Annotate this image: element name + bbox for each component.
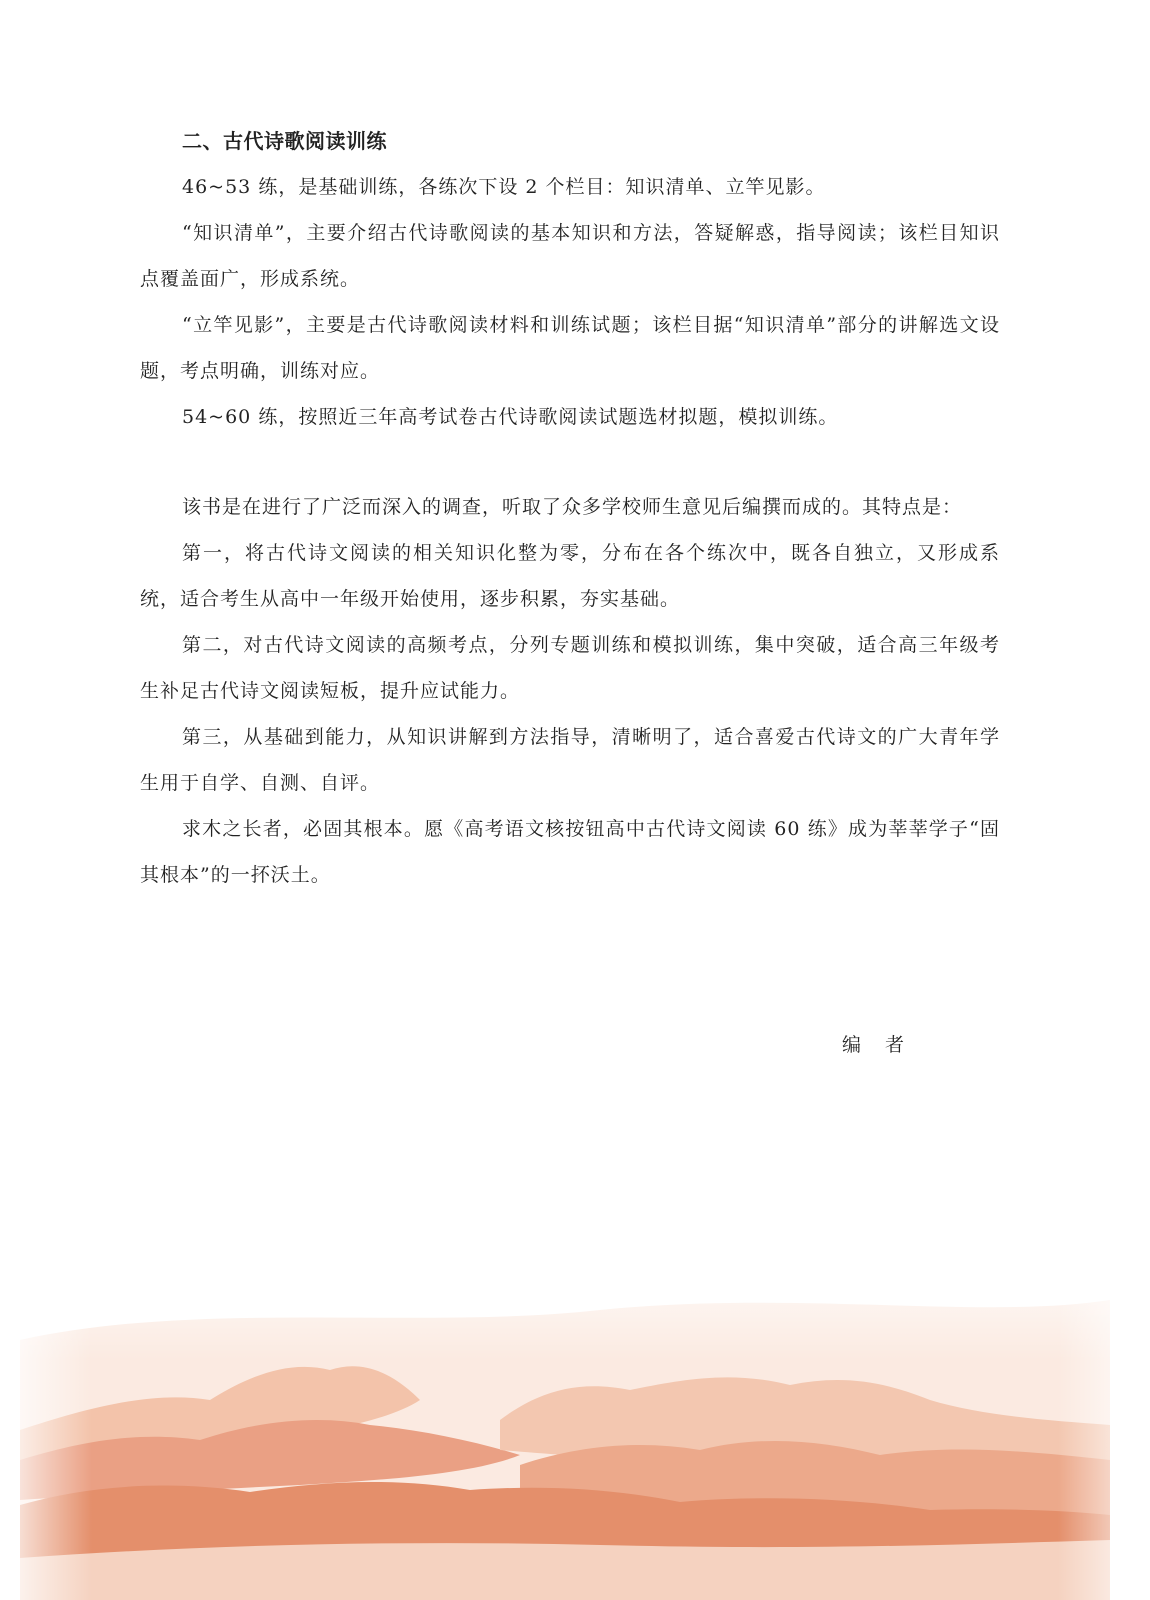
intro-paragraph: 该书是在进行了广泛而深入的调查，听取了众多学校师生意见后编撰而成的。其特点是： [182,496,963,518]
editor-signature: 编者 [842,1034,929,1056]
intro-paragraph: 第一，将古代诗文阅读的相关知识化整为零，分布在各个练次中，既各自独立，又形成系统，适合考生从高中一年级开始使用，逐步积累，夯实基础。 [140,542,1000,610]
intro-paragraph: 求木之长者，必固其根本。愿《高考语文核按钮高中古代诗文阅读 60 练》成为莘莘学子“固其根本”的一抔沃土。 [140,818,1000,886]
intro-paragraph: 第二，对古代诗文阅读的高频考点，分列专题训练和模拟训练，集中突破，适合高三年级考生补足古代诗文阅读短板，提升应试能力。 [140,634,1000,702]
intro-paragraph: 第三，从基础到能力，从知识讲解到方法指导，清晰明了，适合喜爱古代诗文的广大青年学生用于自学、自测、自评。 [140,726,1000,794]
paragraph-gap [140,440,1000,484]
section-paragraph: 46~53 练，是基础训练，各练次下设 2 个栏目：知识清单、立竿见影。 [182,176,826,198]
section-paragraph: 54~60 练，按照近三年高考试卷古代诗歌阅读试题选材拟题，模拟训练。 [182,406,839,428]
preface-content [140,118,1000,898]
section-paragraph: “立竿见影”，主要是古代诗歌阅读材料和训练试题；该栏目据“知识清单”部分的讲解选文设题，考点明确，训练对应。 [140,314,1000,382]
section-paragraph: “知识清单”，主要介绍古代诗歌阅读的基本知识和方法，答疑解惑，指导阅读；该栏目知识点覆盖面广，形成系统。 [140,222,1000,290]
section-heading: 二、古代诗歌阅读训练 [182,129,387,153]
mountain-landscape-illustration [0,1240,1150,1600]
